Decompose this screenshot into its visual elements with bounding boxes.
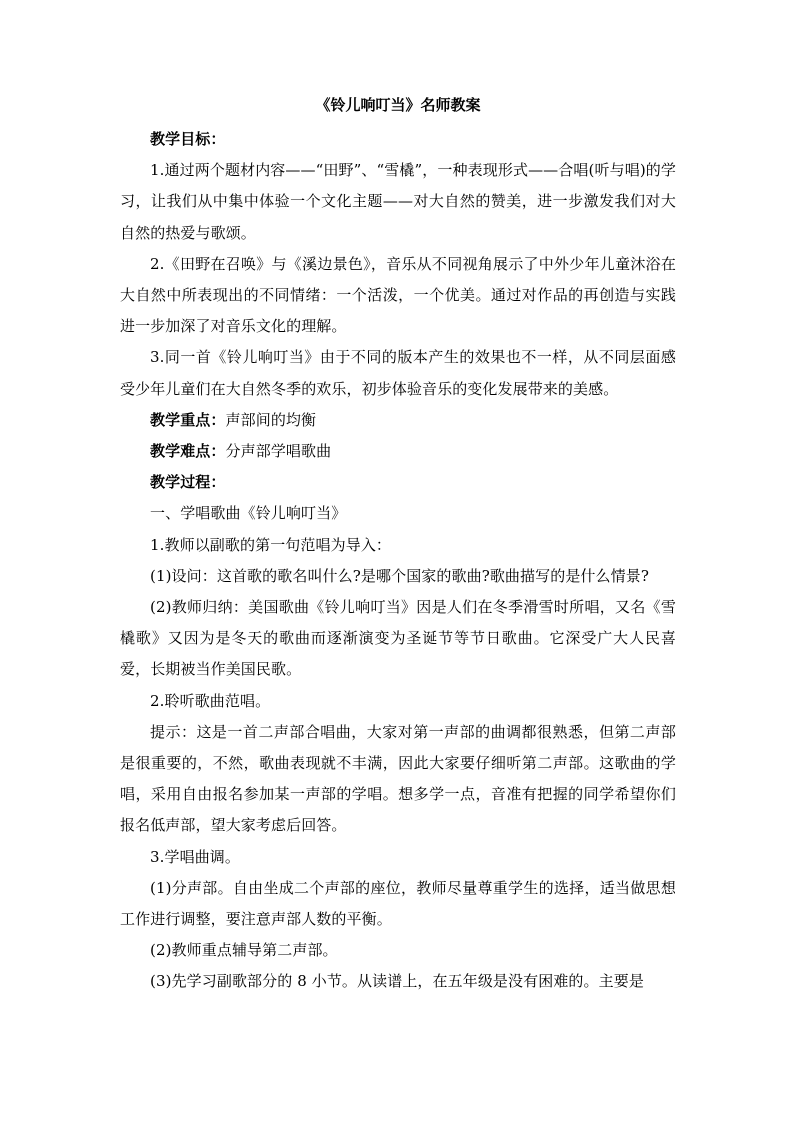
difficulty-line xyxy=(120,436,676,467)
key-point-text: 声部间的均衡 xyxy=(225,410,317,429)
step-1-2: (2)教师归纳：美国歌曲《铃儿响叮当》因是人们在冬季滑雪时所唱，又名《雪橇歌》又因为是冬天的歌曲而逐渐演变为圣诞节等节日歌曲。它深受广大人民喜爱，长期被当作美国民歌。 xyxy=(120,598,676,679)
step-3: 3.学唱曲调。 xyxy=(150,847,241,866)
step-3-1: (1)分声部。自由坐成二个声部的座位，教师尽量尊重学生的选择，适当做思想工作进行调整，要注意声部人数的平衡。 xyxy=(120,878,676,929)
key-point-line xyxy=(120,405,676,436)
step-1: 1.教师以副歌的第一句范唱为导入： xyxy=(150,535,392,554)
document-title: 《铃儿响叮当》名师教案 xyxy=(315,96,481,114)
objectives-heading: 教学目标： xyxy=(150,130,226,148)
objective-2: 2.《田野在召唤》与《溪边景色》，音乐从不同视角展示了中外少年儿童沐浴在大自然中所表现出的不同情绪：一个活泼，一个优美。通过对作品的再创造与实践进一步加深了对音乐文化的理解。 xyxy=(120,254,676,336)
difficulty-text: 分声部学唱歌曲 xyxy=(225,442,332,461)
document-page xyxy=(120,96,676,998)
difficulty-label: 教学难点： xyxy=(150,442,226,461)
key-point-label: 教学重点： xyxy=(150,410,226,429)
step-1-1: (1)设问：这首歌的歌名叫什么?是哪个国家的歌曲?歌曲描写的是什么情景? xyxy=(150,566,649,585)
objective-1: 1.通过两个题材内容——“田野”、“雪橇”，一种表现形式——合唱(听与唱)的学习，让我们从中集中体验一个文化主题——对大自然的赞美，进一步激发我们对大自然的热爱与歌颂。 xyxy=(120,161,676,242)
step-3-3: (3)先学习副歌部分的 8 小节。从读谱上，在五年级是没有困难的。主要是 xyxy=(150,972,644,991)
hint-paragraph: 提示：这是一首二声部合唱曲，大家对第一声部的曲调都很熟悉，但第二声部是很重要的，不然，歌曲表现就不丰满，因此大家要仔细听第二声部。这歌曲的学唱，采用自由报名参加某一声部的学唱。想多学一点，音准有把握的同学希望你们报名低声部，望大家考虑后回答。 xyxy=(120,722,676,835)
part-1-heading: 一、学唱歌曲《铃儿响叮当》 xyxy=(150,504,347,523)
step-3-2: (2)教师重点辅导第二声部。 xyxy=(150,941,338,960)
step-2: 2.聆听歌曲范唱。 xyxy=(150,691,271,710)
objective-3: 3.同一首《铃儿响叮当》由于不同的版本产生的效果也不一样，从不同层面感受少年儿童们在大自然冬季的欢乐，初步体验音乐的变化发展带来的美感。 xyxy=(120,348,676,398)
process-heading: 教学过程： xyxy=(150,473,226,492)
